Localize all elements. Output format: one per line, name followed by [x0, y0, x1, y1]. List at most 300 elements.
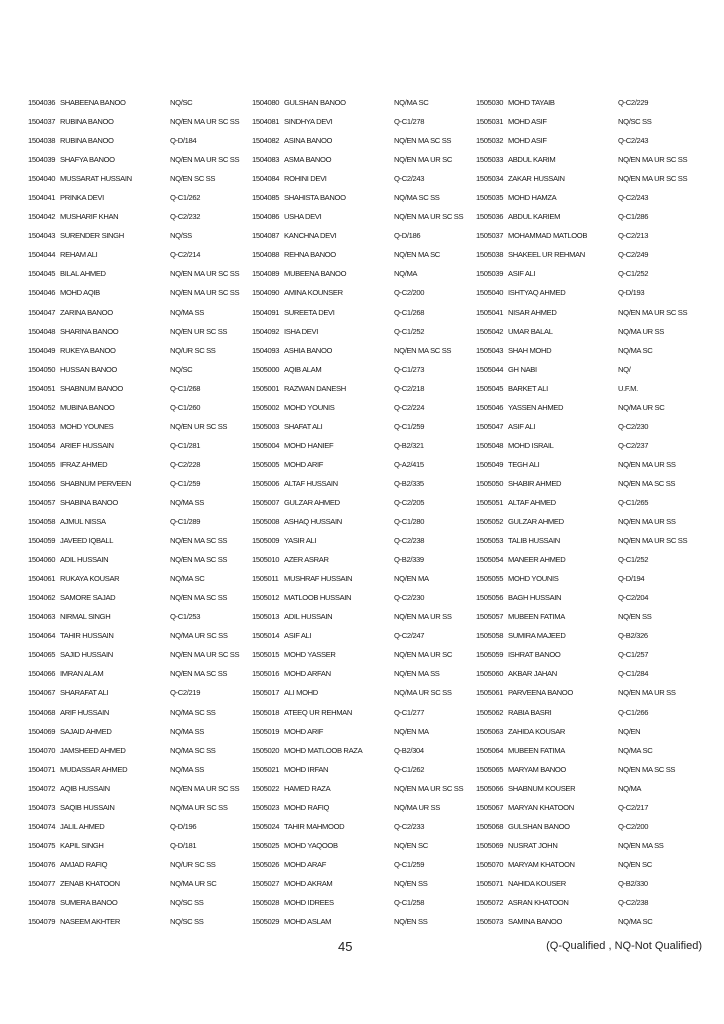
candidate-name: ALI MOHD: [284, 688, 318, 698]
result-status: NQ/MA UR SS: [394, 802, 440, 812]
result-row: [28, 322, 252, 341]
result-row: [28, 112, 252, 131]
candidate-name: MUDASSAR AHMED: [60, 764, 128, 774]
roll-number: 1504065: [28, 650, 56, 660]
result-row: [28, 569, 252, 588]
result-row: [252, 283, 476, 302]
roll-number: 1505029: [252, 917, 280, 927]
result-status: NQ/MA UR SC SS: [170, 802, 228, 812]
candidate-name: MOHD IRFAN: [284, 764, 329, 774]
candidate-name: SURENDER SINGH: [60, 231, 124, 241]
result-row: [252, 264, 476, 283]
result-status: Q-D/181: [170, 840, 197, 850]
candidate-name: BILAL AHMED: [60, 269, 106, 279]
roll-number: 1505024: [252, 821, 280, 831]
roll-number: 1504052: [28, 402, 56, 412]
candidate-name: MOHD YAQOOB: [284, 840, 338, 850]
result-status: Q-C1/258: [394, 897, 425, 907]
candidate-name: IMRAN ALAM: [60, 669, 104, 679]
result-row: [476, 455, 700, 474]
result-row: [252, 169, 476, 188]
result-row: [476, 760, 700, 779]
roll-number: 1505070: [476, 859, 504, 869]
roll-number: 1504049: [28, 345, 56, 355]
result-row: [252, 798, 476, 817]
candidate-name: MOHD ISRAIL: [508, 440, 554, 450]
candidate-name: MOHD ASIF: [508, 136, 547, 146]
result-row: [28, 741, 252, 760]
roll-number: 1504088: [252, 250, 280, 260]
roll-number: 1505037: [476, 231, 504, 241]
result-status: NQ/MA SS: [170, 498, 204, 507]
candidate-name: ATEEQ UR REHMAN: [284, 707, 353, 717]
result-row: [28, 131, 252, 150]
roll-number: 1504091: [252, 307, 280, 317]
roll-number: 1505054: [476, 555, 504, 565]
candidate-name: NASEEM AKHTER: [60, 917, 121, 927]
result-row: [28, 683, 252, 702]
roll-number: 1505002: [252, 402, 280, 412]
result-status: NQ/EN SS: [618, 612, 652, 622]
result-row: [476, 474, 700, 493]
roll-number: 1505001: [252, 383, 280, 393]
result-row: [28, 341, 252, 360]
result-row: [28, 264, 252, 283]
roll-number: 1505013: [252, 612, 280, 622]
roll-number: 1505011: [252, 574, 279, 584]
result-row: [28, 436, 252, 455]
candidate-name: MUSHARIF KHAN: [60, 212, 119, 222]
result-status: NQ/SS: [170, 231, 192, 241]
roll-number: 1505005: [252, 459, 280, 469]
roll-number: 1504064: [28, 631, 56, 641]
result-status: NQ/EN MA UR SS: [618, 517, 676, 527]
result-status: NQ/MA SC SS: [394, 193, 440, 203]
result-row: [476, 779, 700, 798]
result-row: [252, 626, 476, 645]
candidate-name: HUSSAN BANOO: [60, 364, 117, 374]
result-status: NQ/MA UR SC SS: [170, 631, 228, 641]
candidate-name: NISAR AHMED: [508, 307, 557, 317]
candidate-name: SHAHISTA BANOO: [284, 193, 346, 203]
roll-number: 1504089: [252, 269, 280, 279]
candidate-name: KAPIL SINGH: [60, 840, 104, 850]
result-row: [476, 150, 700, 169]
result-status: NQ/EN SC SS: [170, 174, 216, 184]
candidate-name: MOHD ARIF: [284, 726, 324, 736]
candidate-name: RUBINA BANOO: [60, 136, 114, 146]
result-row: [252, 645, 476, 664]
candidate-name: ZENAB KHATOON: [60, 878, 120, 888]
result-status: NQ/EN MA SC SS: [618, 478, 676, 488]
result-status: Q-C2/214: [170, 250, 201, 260]
result-status: NQ/MA SC: [618, 917, 653, 927]
result-status: Q-C1/268: [170, 383, 201, 393]
result-status: Q-C2/238: [618, 897, 649, 907]
result-row: [252, 417, 476, 436]
candidate-name: PRINKA DEVI: [60, 193, 104, 203]
result-status: NQ/EN UR SC SS: [170, 326, 228, 336]
roll-number: 1505051: [476, 498, 504, 507]
result-status: NQ/SC: [170, 98, 193, 108]
roll-number: 1505061: [476, 688, 504, 698]
result-status: NQ/SC SS: [170, 897, 204, 907]
result-status: NQ/EN MA UR SS: [394, 612, 452, 622]
roll-number: 1505059: [476, 650, 504, 660]
result-row: [28, 645, 252, 664]
candidate-name: GULZAR AHMED: [284, 498, 340, 507]
roll-number: 1504043: [28, 231, 56, 241]
roll-number: 1504038: [28, 136, 56, 146]
result-row: [28, 379, 252, 398]
result-row: [252, 150, 476, 169]
result-row: [252, 245, 476, 264]
roll-number: 1505058: [476, 631, 504, 641]
candidate-name: SHABIR AHMED: [508, 478, 562, 488]
candidate-name: NIRMAL SINGH: [60, 612, 111, 622]
result-status: Q-C2/249: [618, 250, 649, 260]
result-status: Q-C1/253: [170, 612, 201, 622]
result-row: [252, 703, 476, 722]
roll-number: 1505064: [476, 745, 504, 755]
result-row: [28, 169, 252, 188]
result-row: [28, 245, 252, 264]
result-status: Q-B2/326: [618, 631, 648, 641]
result-status: NQ/EN MA SC SS: [170, 593, 228, 603]
result-row: [28, 283, 252, 302]
roll-number: 1504054: [28, 440, 56, 450]
result-row: [28, 836, 252, 855]
result-row: [28, 150, 252, 169]
result-row: [252, 474, 476, 493]
result-status: Q-C2/238: [394, 536, 425, 546]
candidate-name: SAJID HUSSAIN: [60, 650, 113, 660]
roll-number: 1504057: [28, 498, 56, 507]
result-status: Q-C2/217: [618, 802, 649, 812]
result-row: [476, 303, 700, 322]
roll-number: 1504036: [28, 98, 56, 108]
roll-number: 1504041: [28, 193, 56, 203]
roll-number: 1504056: [28, 478, 56, 488]
roll-number: 1505028: [252, 897, 280, 907]
candidate-name: ARIEF HUSSAIN: [60, 440, 114, 450]
result-row: [476, 569, 700, 588]
roll-number: 1505066: [476, 783, 504, 793]
result-status: NQ/MA UR SS: [618, 326, 664, 336]
result-row: [252, 817, 476, 836]
candidate-name: MUSSARAT HUSSAIN: [60, 174, 132, 184]
candidate-name: SHAH MOHD: [508, 345, 552, 355]
result-status: Q-C1/257: [618, 650, 649, 660]
result-row: [28, 893, 252, 912]
roll-number: 1505039: [476, 269, 504, 279]
candidate-name: MOHD ARAF: [284, 859, 326, 869]
roll-number: 1505030: [476, 98, 504, 108]
candidate-name: MOHAMMAD MATLOOB: [508, 231, 588, 241]
result-status: NQ/EN MA UR SC SS: [618, 536, 688, 546]
candidate-name: SHABNUM KOUSER: [508, 783, 576, 793]
result-status: Q-C1/252: [618, 269, 649, 279]
result-status: NQ/EN MA SC SS: [394, 136, 452, 146]
result-row: [252, 207, 476, 226]
roll-number: 1504083: [252, 155, 280, 165]
candidate-name: MARYAN KHATOON: [508, 802, 574, 812]
candidate-name: MOHD ASIF: [508, 117, 547, 127]
candidate-name: JAVEED IQBALL: [60, 536, 114, 546]
roll-number: 1504067: [28, 688, 56, 698]
candidate-name: ABDUL KARIEM: [508, 212, 561, 222]
candidate-name: ASINA BANOO: [284, 136, 333, 146]
roll-number: 1504093: [252, 345, 280, 355]
candidate-name: RUBINA BANOO: [60, 117, 114, 127]
result-row: [476, 874, 700, 893]
candidate-name: MOHD AQIB: [60, 288, 100, 298]
candidate-name: TEGH ALI: [508, 459, 540, 469]
candidate-name: MOHD ASLAM: [284, 917, 332, 927]
result-status: Q-C2/213: [618, 231, 649, 241]
result-status: Q-C2/200: [394, 288, 425, 298]
result-row: [476, 683, 700, 702]
result-row: [252, 455, 476, 474]
result-row: [476, 855, 700, 874]
candidate-name: MUSHRAF HUSSAIN: [284, 574, 353, 584]
result-row: [28, 664, 252, 683]
candidate-name: SHABNUM PERVEEN: [60, 478, 131, 488]
roll-number: 1504045: [28, 269, 56, 279]
candidate-name: ROHINI DEVI: [284, 174, 327, 184]
result-status: Q-C1/280: [394, 517, 425, 527]
result-row: [476, 188, 700, 207]
result-status: NQ/MA SS: [170, 726, 204, 736]
roll-number: 1505067: [476, 802, 504, 812]
roll-number: 1504039: [28, 155, 56, 165]
roll-number: 1505016: [252, 669, 280, 679]
candidate-name: GULSHAN BANOO: [508, 821, 570, 831]
result-row: [252, 226, 476, 245]
result-row: [252, 741, 476, 760]
result-status: Q-C2/233: [394, 821, 425, 831]
result-status: NQ/EN MA UR SC SS: [394, 783, 464, 793]
candidate-name: ASHAQ HUSSAIN: [284, 517, 342, 527]
result-status: NQ/EN UR SC SS: [170, 421, 228, 431]
result-row: [476, 912, 700, 931]
result-row: [252, 322, 476, 341]
result-status: NQ/EN MA SC: [394, 250, 440, 260]
result-row: [252, 131, 476, 150]
result-status: Q-C2/228: [170, 459, 201, 469]
result-row: [476, 493, 700, 512]
candidate-name: ASMA BANOO: [284, 155, 332, 165]
roll-number: 1504066: [28, 669, 56, 679]
roll-number: 1504071: [28, 764, 56, 774]
result-status: NQ/EN MA UR SC SS: [170, 117, 240, 127]
result-row: [252, 512, 476, 531]
result-row: [476, 626, 700, 645]
candidate-name: SUMIRA MAJEED: [508, 631, 566, 641]
roll-number: 1505004: [252, 440, 280, 450]
candidate-name: SHARINA BANOO: [60, 326, 119, 336]
result-status: Q-C1/268: [394, 307, 425, 317]
result-status: NQ/MA SC SS: [170, 745, 216, 755]
candidate-name: ALTAF AHMED: [508, 498, 556, 507]
result-row: [252, 379, 476, 398]
result-status: NQ/MA UR SC SS: [394, 688, 452, 698]
result-row: [476, 417, 700, 436]
result-status: NQ/EN SC: [394, 840, 428, 850]
result-status: Q-B2/304: [394, 745, 424, 755]
candidate-name: ADIL HUSSAIN: [284, 612, 333, 622]
roll-number: 1504087: [252, 231, 280, 241]
candidate-name: AJMUL NISSA: [60, 517, 106, 527]
roll-number: 1505065: [476, 764, 504, 774]
result-row: [252, 493, 476, 512]
result-status: Q-C2/237: [618, 440, 649, 450]
result-row: [252, 303, 476, 322]
result-status: Q-C1/265: [618, 498, 649, 507]
results-table: [28, 93, 700, 931]
result-status: Q-C1/266: [618, 707, 649, 717]
candidate-name: ASRAN KHATOON: [508, 897, 569, 907]
result-status: Q-C2/219: [170, 688, 201, 698]
candidate-name: ASIF ALI: [508, 421, 536, 431]
candidate-name: USHA DEVI: [284, 212, 322, 222]
roll-number: 1504060: [28, 555, 56, 565]
candidate-name: JALIL AHMED: [60, 821, 105, 831]
roll-number: 1505003: [252, 421, 280, 431]
candidate-name: BAGH HUSSAIN: [508, 593, 562, 603]
result-status: Q-C2/205: [394, 498, 425, 507]
result-row: [28, 855, 252, 874]
result-status: NQ/MA SC: [394, 98, 429, 108]
result-row: [476, 169, 700, 188]
result-row: [252, 93, 476, 112]
candidate-name: YASSEN AHMED: [508, 402, 564, 412]
result-row: [476, 131, 700, 150]
result-row: [28, 798, 252, 817]
roll-number: 1505046: [476, 402, 504, 412]
roll-number: 1504074: [28, 821, 56, 831]
candidate-name: MOHD ARIF: [284, 459, 324, 469]
result-row: [28, 360, 252, 379]
result-row: [28, 512, 252, 531]
result-legend: (Q-Qualified , NQ-Not Qualified): [546, 940, 702, 952]
roll-number: 1505041: [476, 307, 504, 317]
candidate-name: ABDUL KARIM: [508, 155, 556, 165]
result-status: NQ/MA UR SC: [618, 402, 665, 412]
roll-number: 1504084: [252, 174, 280, 184]
candidate-name: RUKEYA BANOO: [60, 345, 116, 355]
result-status: Q-C2/243: [394, 174, 425, 184]
result-row: [28, 550, 252, 569]
result-status: Q-C1/259: [394, 421, 425, 431]
roll-number: 1504069: [28, 726, 56, 736]
roll-number: 1505014: [252, 631, 280, 641]
roll-number: 1504046: [28, 288, 56, 298]
result-row: [28, 398, 252, 417]
candidate-name: GH NABI: [508, 364, 537, 374]
result-row: [28, 455, 252, 474]
candidate-name: HAMED RAZA: [284, 783, 331, 793]
roll-number: 1505044: [476, 364, 504, 374]
result-status: Q-C2/218: [394, 383, 425, 393]
candidate-name: MARYAM KHATOON: [508, 859, 575, 869]
roll-number: 1505072: [476, 897, 504, 907]
result-status: Q-B2/330: [618, 878, 648, 888]
roll-number: 1505055: [476, 574, 504, 584]
roll-number: 1505021: [252, 764, 280, 774]
result-status: NQ/EN MA UR SS: [618, 459, 676, 469]
roll-number: 1504062: [28, 593, 56, 603]
result-status: NQ/EN MA: [394, 726, 429, 736]
result-status: Q-C1/259: [170, 478, 201, 488]
result-status: NQ/: [618, 364, 631, 374]
roll-number: 1505006: [252, 478, 280, 488]
result-status: NQ/EN MA UR SC SS: [170, 288, 240, 298]
roll-number: 1505052: [476, 517, 504, 527]
roll-number: 1505043: [476, 345, 504, 355]
roll-number: 1505009: [252, 536, 280, 546]
result-row: [476, 664, 700, 683]
result-status: NQ/EN MA UR SC SS: [618, 174, 688, 184]
candidate-name: SAMORE SAJAD: [60, 593, 116, 603]
candidate-name: REHAM ALI: [60, 250, 98, 260]
result-column: [28, 93, 252, 931]
roll-number: 1504040: [28, 174, 56, 184]
roll-number: 1505000: [252, 364, 280, 374]
result-status: NQ/EN MA UR SC SS: [170, 269, 240, 279]
result-row: [476, 703, 700, 722]
candidate-name: MUBEENA BANOO: [284, 269, 347, 279]
roll-number: 1504050: [28, 364, 56, 374]
candidate-name: REHNA BANOO: [284, 250, 336, 260]
candidate-name: YASIR ALI: [284, 536, 317, 546]
result-status: Q-D/194: [618, 574, 645, 584]
roll-number: 1504072: [28, 783, 56, 793]
result-row: [252, 836, 476, 855]
candidate-name: AKBAR JAHAN: [508, 669, 557, 679]
candidate-name: NUSRAT JOHN: [508, 840, 558, 850]
roll-number: 1504068: [28, 707, 56, 717]
candidate-name: RABIA BASRI: [508, 707, 552, 717]
roll-number: 1504080: [252, 98, 280, 108]
result-status: Q-A2/415: [394, 459, 424, 469]
roll-number: 1504042: [28, 212, 56, 222]
result-row: [252, 550, 476, 569]
roll-number: 1504055: [28, 459, 56, 469]
result-status: Q-C2/229: [618, 98, 649, 108]
result-row: [476, 93, 700, 112]
roll-number: 1505038: [476, 250, 504, 260]
result-row: [252, 607, 476, 626]
candidate-name: SAMINA BANOO: [508, 917, 563, 927]
result-status: NQ/EN MA SS: [394, 669, 440, 679]
result-row: [252, 855, 476, 874]
result-status: NQ/EN SC: [618, 859, 652, 869]
result-status: Q-C2/200: [618, 821, 649, 831]
result-status: NQ/EN MA UR SC SS: [170, 650, 240, 660]
roll-number: 1505031: [476, 117, 504, 127]
result-status: NQ/EN MA SC SS: [170, 555, 228, 565]
result-status: Q-C1/259: [394, 859, 425, 869]
candidate-name: UMAR BALAL: [508, 326, 553, 336]
roll-number: 1504073: [28, 802, 56, 812]
result-row: [252, 188, 476, 207]
roll-number: 1505007: [252, 498, 280, 507]
roll-number: 1505062: [476, 707, 504, 717]
roll-number: 1504082: [252, 136, 280, 146]
roll-number: 1504061: [28, 574, 56, 584]
roll-number: 1505020: [252, 745, 280, 755]
